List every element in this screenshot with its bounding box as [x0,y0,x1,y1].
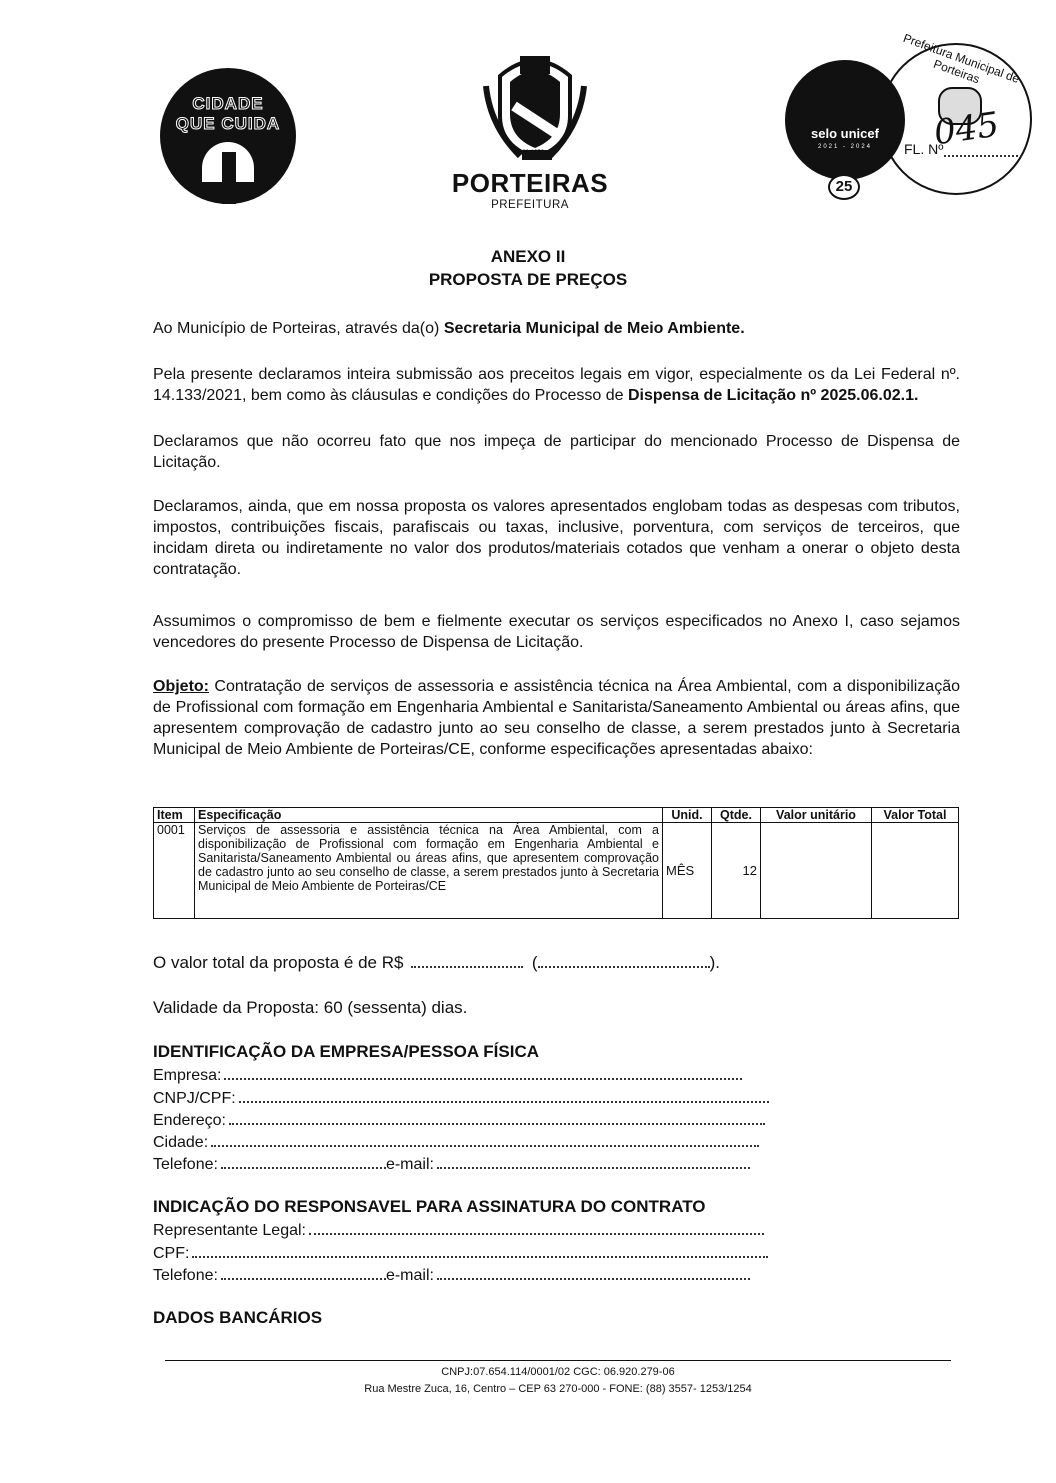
stamp-text: Prefeitura Municipal de Porteiras [901,30,1022,87]
cnpj-field[interactable] [153,1087,769,1110]
total-close-paren: ). [709,953,720,972]
endereco-label: Endereço: [153,1112,226,1129]
unicef-label: selo unicef [811,126,879,141]
telefone-responsavel-blank[interactable] [221,1264,386,1280]
costs-paragraph: Declaramos, ainda, que em nossa proposta os valores apresentados englobam todas as despesas com tributos, impostos, contribuições fiscais, parafiscais ou taxas, inclusive, porventura, com serviços de terceiros, que incidam direta ou indiretamente no valor dos produtos/materiais cotados que venham a onerar o objeto desta contratação. [153,498,960,578]
email-blank[interactable] [437,1153,750,1169]
telefone-blank[interactable] [221,1153,386,1169]
cidade-blank[interactable] [211,1131,759,1147]
unicef-number: 25 [828,174,860,200]
validity-line: Validade da Proposta: 60 (sessenta) dias. [153,998,468,1017]
commitment-paragraph: Assumimos o compromisso de bem e fielmente executar os serviços especificados no Anexo I, caso sejamos vencedores do presente Processo de Dispensa de Licitação. [153,613,960,651]
cpf-label: CPF: [153,1245,190,1262]
prefeitura-stamp [880,30,1032,195]
stamp-handwritten-number: 045 [931,104,1002,154]
empresa-field[interactable] [153,1064,742,1087]
badge-stem-inner [222,152,236,204]
submission-text: Pela presente declaramos inteira submissão aos preceitos legais em vigor, especialmente os da Lei Federal nº. 14.133/2021, bem como às cláusulas e condições do Processo de [153,366,960,404]
price-table [153,807,959,919]
proposal-title: PROPOSTA DE PREÇOS [428,270,628,289]
footer-cnpj: CNPJ:07.654.114/0001/02 CGC: 06.920.279-06 [441,1366,675,1378]
cidade-que-cuida-line1: CIDADE [192,94,264,113]
representante-field[interactable] [153,1219,764,1242]
dispensa-number: Dispensa de Licitação nº 2025.06.02.1. [627,387,919,404]
total-value-line [153,952,720,974]
submission-paragraph [153,364,960,406]
th-qtde: Qtde. [712,808,761,823]
th-valor-total: Valor Total [872,808,959,823]
endereco-blank[interactable] [229,1109,765,1125]
responsible-heading: INDICAÇÃO DO RESPONSAVEL PARA ASSINATURA DO CONTRATO [153,1197,706,1216]
cidade-label: Cidade: [153,1134,209,1151]
brand-subtitle: PREFEITURA [491,199,569,211]
email-responsavel-label: e-mail: [385,1267,434,1284]
annex-title: ANEXO II [490,247,566,266]
th-valor-unitario: Valor unitário [761,808,872,823]
cell-valor-total [872,823,959,919]
telefone-responsavel-label: Telefone: [153,1267,218,1284]
stamp-fl-line [944,155,1022,157]
total-open-paren: ( [531,953,538,972]
object-text: Contratação de serviços de assessoria e assistência técnica na Área Ambiental, com a disponibilização de Profissional com formação em Engenharia Ambiental e Sanitarista/Saneamento Ambiental ou áreas afins, que apresentem comprovação de cadastro junto ao seu conselho de classe, a serem prestados junto à Secretaria Municipal de Meio Ambiente de Porteiras/CE, conforme especificações apresentadas abaixo: [153,678,960,758]
cell-qtde: 12 [712,823,761,919]
cnpj-label: CNPJ/CPF: [153,1090,236,1107]
cpf-field[interactable] [153,1242,768,1265]
cell-valor-unitario [761,823,872,919]
object-paragraph [153,676,960,760]
cell-unid: MÊS [663,823,712,919]
email-label: e-mail: [385,1156,434,1173]
th-especificacao: Especificação [195,808,663,823]
total-words-blank[interactable] [538,952,710,968]
cidade-que-cuida-line2: QUE CUIDA [175,114,281,133]
th-unid: Unid. [663,808,712,823]
cidade-que-cuida-logo [160,68,296,204]
total-label: O valor total da proposta é de R$ [153,953,404,972]
telefone-responsavel-field[interactable] [153,1264,750,1287]
endereco-field[interactable] [153,1109,765,1132]
total-value-blank[interactable] [411,952,523,968]
telefone-label: Telefone: [153,1156,218,1173]
cell-especificacao: Serviços de assessoria e assistência técnica na Área Ambiental, com a disponibilização de Profissional com formação em Engenharia Ambiental e Sanitarista/Saneamento Ambiental ou áreas afins, que apresentem comprovação de cadastro junto ao seu conselho de classe, a serem prestados junto à Secretaria Municipal de Meio Ambiente de Porteiras/CE [195,823,663,919]
telefone-field[interactable] [153,1153,750,1176]
representante-label: Representante Legal: [153,1222,306,1239]
cpf-blank[interactable] [192,1242,768,1258]
addressee-paragraph [153,318,960,339]
addressee-secretaria: Secretaria Municipal de Meio Ambiente. [443,320,745,337]
cnpj-blank[interactable] [239,1087,769,1103]
cidade-field[interactable] [153,1131,759,1154]
table-header-row [154,808,959,823]
stamp-fl: FL. Nº [904,141,944,157]
porteiras-crest-icon [480,46,590,166]
no-impediment-paragraph: Declaramos que não ocorreu fato que nos impeça de participar do mencionado Processo de Dispensa de Licitação. [153,433,960,471]
th-item: Item [154,808,195,823]
empresa-blank[interactable] [224,1064,742,1080]
footer-address: Rua Mestre Zuca, 16, Centro – CEP 63 270-000 - FONE: (88) 3557- 1253/1254 [364,1383,752,1395]
unicef-years: 2021 - 2024 [817,144,873,150]
cell-item: 0001 [154,823,195,919]
email-responsavel-blank[interactable] [437,1264,750,1280]
brand-name: PORTEIRAS [451,168,609,198]
identification-heading: IDENTIFICAÇÃO DA EMPRESA/PESSOA FÍSICA [153,1042,539,1061]
crest-date: 20.02.1959 [514,150,545,156]
empresa-label: Empresa: [153,1067,222,1084]
footer-rule [165,1360,951,1361]
bank-data-heading: DADOS BANCÁRIOS [153,1308,323,1327]
addressee-text: Ao Município de Porteiras, através da(o) [153,320,444,337]
table-row [154,823,959,919]
representante-blank[interactable] [309,1219,764,1235]
object-label: Objeto: [153,678,209,695]
